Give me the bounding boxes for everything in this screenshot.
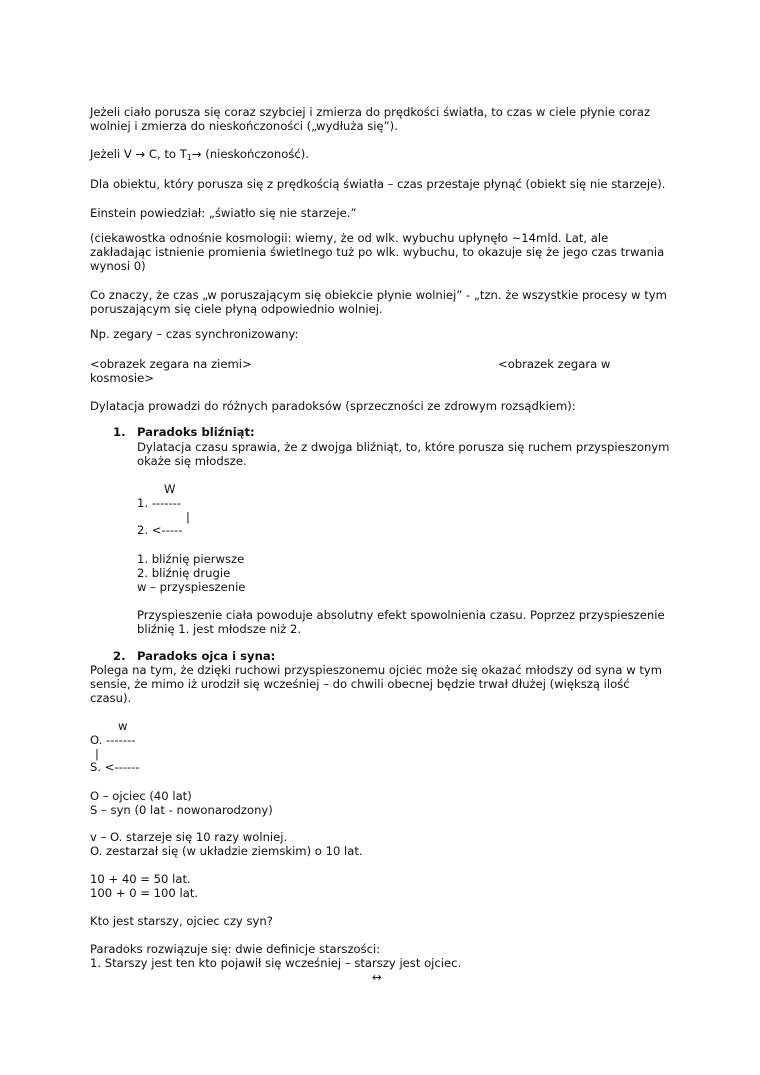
diagram-line-2: 2. <----- [137,523,183,537]
text-line: zakładając istnienie promienia świetlnego tuż po wlk. wybuchu, to okazuje się że jego czas trwania [90,245,665,259]
paragraph-time-dilation [90,105,680,133]
father-son-question: Kto jest starszy, ojciec czy syn? [90,914,273,928]
space-clock-placeholder: <obrazek zegara w [498,357,611,371]
father-son-note [90,830,680,858]
section-heading-twins [113,425,255,439]
father-son-legend [90,789,680,817]
diagram-line-2: S. <------ [90,760,140,774]
paradox-resolution [90,942,680,970]
twins-diagram [137,482,257,538]
section-number: 1. [113,425,126,439]
section-number: 2. [113,649,126,663]
acceleration-label: w [118,719,128,733]
section-title: Paradoks ojca i syna: [137,649,276,663]
paragraph-paradoxes-intro: Dylatacja prowadzi do różnych paradoksów (sprzeczności ze zdrowym rozsądkiem): [90,399,576,413]
text-run: → (nieskończoność). [191,147,309,161]
text-line: Paradoks rozwiązuje się: dwie definicje starszości: [90,942,381,956]
legend-item: 1. bliźnię pierwsze [137,552,245,566]
twins-legend [137,552,682,594]
text-line: czasu). [90,691,132,705]
father-son-calculation [90,872,680,900]
section-heading-father-son [113,649,275,663]
text-line: wynosi 0) [90,259,146,273]
paragraph-light-speed: Dla obiektu, który porusza się z prędkością światła – czas przestaje płynąć (obiekt się nie starzeje). [90,177,666,191]
section-title: Paradoks bliźniąt: [137,425,255,439]
text-line: O. zestarzał się (w układzie ziemskim) o 10 lat. [90,844,363,858]
text-line: Jeżeli ciało porusza się coraz szybciej i zmierza do prędkości światła, to czas w ciele płynie coraz [90,105,651,119]
page-footer-mark: ↔ [372,970,382,984]
paragraph-limit [90,147,680,161]
space-clock-placeholder-wrap: kosmosie> [90,371,154,385]
text-line: 100 + 0 = 100 lat. [90,886,199,900]
text-line: 1. Starszy jest ten kto pojawił się wcześniej – starszy jest ojciec. [90,956,462,970]
text-line: Dylatacja czasu sprawia, że z dwojga bliźniąt, to, które porusza się ruchem przyspieszonym [137,440,670,454]
acceleration-label: W [164,482,176,496]
paragraph-clocks: Np. zegary – czas synchronizowany: [90,327,299,341]
legend-item: S – syn (0 lat - nowonarodzony) [90,803,273,817]
twins-description [137,440,682,468]
text-run: Jeżeli V → C, to T [90,147,187,161]
text-line: (ciekawostka odnośnie kosmologii: wiemy, że od wlk. wybuchu upłynęło ~14mld. Lat, ale [90,231,609,245]
paragraph-cosmology-note [90,231,680,273]
text-line: poruszającym się ciele płyną odpowiednio wolniej. [90,302,383,316]
earth-clock-placeholder: <obrazek zegara na ziemi> [90,357,252,371]
paragraph-einstein-quote: Einstein powiedział: „światło się nie starzeje.” [90,206,357,220]
paragraph-slower-processes [90,288,680,316]
text-line: Co znaczy, że czas „w poruszającym się obiekcie płynie wolniej” - „tzn. że wszystkie procesy w tym [90,288,667,302]
text-line: v – O. starzeje się 10 razy wolniej. [90,830,288,844]
text-line: bliźnię 1. jest młodsze niż 2. [137,622,302,636]
diagram-connector: | [186,510,190,524]
father-son-diagram [90,719,210,775]
father-son-description [90,663,680,705]
legend-item: O – ojciec (40 lat) [90,789,192,803]
subscript: 1 [186,153,192,162]
legend-item: 2. bliźnię drugie [137,566,231,580]
text-line: Przyspieszenie ciała powoduje absolutny efekt spowolnienia czasu. Poprzez przyspieszenie [137,608,665,622]
text-line: Polega na tym, że dzięki ruchowi przyspieszonemu ojciec może się okazać młodszy od syna w tym [90,663,663,677]
text-line: okaże się młodsze. [137,454,247,468]
diagram-line-1: 1. ------- [137,496,182,510]
diagram-connector: | [95,747,99,761]
twins-conclusion [137,608,682,636]
diagram-line-1: O. ------- [90,733,136,747]
legend-item: w – przyspieszenie [137,580,246,594]
text-line: 10 + 40 = 50 lat. [90,872,191,886]
image-placeholders [90,357,680,387]
text-line: sensie, że mimo iż urodził się wcześniej – do chwili obecnej będzie trwał dłużej (większą ilość [90,677,630,691]
text-line: wolniej i zmierza do nieskończoności („wydłuża się”). [90,119,398,133]
